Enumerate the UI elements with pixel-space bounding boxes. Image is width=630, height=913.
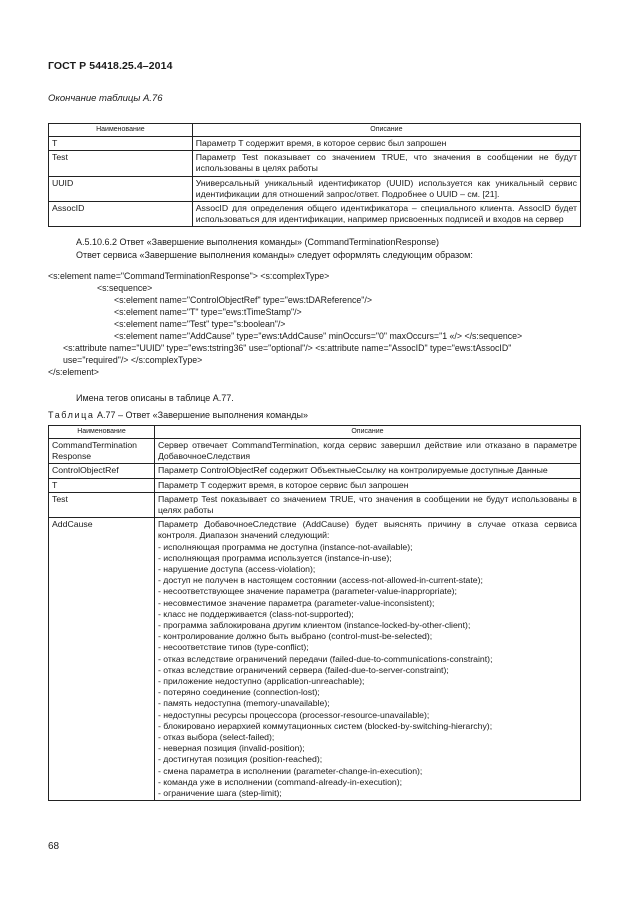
code-line: <s:element name="T" type="ews:tTimeStamp"/> [114,307,302,317]
addcause-value-item: - несоответствующее значение параметра (parameter-value-inappropriate); [157,586,457,597]
addcause-value-item: - исполняющая программа не доступна (instance-not-available); [157,541,413,552]
addcause-value-item: - отказ вследствие ограничений сервера (failed-due-to-server-constraint); [157,664,449,675]
addcause-value-item: - доступ не получен в настоящем состоянии (access-not-allowed-in-current-state); [157,575,483,586]
table-row [49,151,581,176]
row-description: Параметр T содержит время, в которое сервис был запрошен [192,137,580,151]
page-number: 68 [48,841,60,852]
code-line: <s:sequence> [97,283,153,293]
caption-title: А.77 – Ответ «Завершение выполнения команды» [97,410,308,420]
addcause-value-item: - отказ вследствие ограничений передачи (failed-due-to-communications-constraint); [157,653,493,664]
row-name: AddCause [49,518,155,801]
code-line: <s:element name="AddCause" type="ews:tAddCause" minOccurs="0" maxOccurs="1 «/> </s:sequence> [114,331,523,341]
addcause-value-item: - программа заблокирована другим клиентом (instance-locked-by-other-client); [157,620,471,631]
addcause-value-item: - приложение недоступно (application-unreachable); [157,676,365,687]
table-row [49,464,581,478]
row-description: Параметр Test показывает со значением TRUE, что значения в сообщении не будут использованы в целях работы [154,492,580,517]
code-line: </s:element> [48,367,99,377]
row-name: T [49,478,155,492]
table-row [49,518,581,801]
addcause-value-item: - недоступны ресурсы процессора (processor-resource-unavailable); [157,709,430,720]
code-line: <s:element name="CommandTerminationResponse"> <s:complexType> [48,271,330,281]
table-header-row [49,124,581,137]
table-header-row [49,426,581,439]
addcause-value-item: - ограничение шага (step-limit); [157,788,282,799]
addcause-value-list [158,542,577,800]
row-description: Параметр T содержит время, в которое сервис был запрошен [154,478,580,492]
table-a77 [48,425,581,801]
column-header-description: Описание [192,124,580,137]
row-description: Параметр Test показывает со значением TRUE, что значения в сообщении не будут использованы в целях работы [192,151,580,176]
table-a76-end [48,123,581,227]
column-header-description: Описание [154,426,580,439]
column-header-name: Наименование [49,426,155,439]
tags-note: Имена тегов описаны в таблице А.77. [76,393,234,403]
row-name: AssocID [49,202,193,227]
document-header: ГОСТ Р 54418.25.4–2014 [48,60,173,72]
row-description: Сервер отвечает CommandTermination, когда сервис завершил действие или отказано в параметре ДобавочноеСледствия [154,439,580,464]
section-heading: А.5.10.6.2 Ответ «Завершение выполнения команды» (CommandTerminationResponse) [76,237,440,247]
caption-prefix: Таблица [48,410,95,420]
table-row [49,202,581,227]
table-row [49,439,581,464]
row-description [154,518,580,801]
addcause-value-item: - контролирование должно быть выбрано (control-must-be-selected); [157,631,433,642]
addcause-value-item: - неверная позиция (invalid-position); [157,743,305,754]
row-name: ControlObjectRef [49,464,155,478]
addcause-value-item: - смена параметра в исполнении (parameter-change-in-execution); [157,765,423,776]
row-name: Test [49,492,155,517]
row-name: T [49,137,193,151]
row-name-line: CommandTermination [52,440,137,450]
code-line: <s:attribute name="UUID" type="ews:tstring36" use="optional"/> <s:attribute name="AssocID" type="ews:tAssocID" [63,343,512,353]
section-intro: Ответ сервиса «Завершение выполнения команды» следует оформлять следующим образом: [76,250,473,260]
row-name-line: Response [52,451,92,462]
addcause-value-item: - несовместимое значение параметра (parameter-value-inconsistent); [157,597,435,608]
addcause-value-item: - память недоступна (memory-unavailable); [157,698,330,709]
addcause-value-item: - потеряно соединение (connection-lost); [157,687,320,698]
addcause-value-item: - исполняющая программа используется (instance-in-use); [157,552,392,563]
row-description: Универсальный уникальный идентификатор (UUID) используется как уникальный сервис идентификации для отношений запрос/ответ. Подробнее о UUID – см. [21]. [192,176,580,201]
table-continuation-caption: Окончание таблицы А.76 [48,93,163,104]
addcause-value-item: - команда уже в исполнении (command-already-in-execution); [157,776,403,787]
row-name: Test [49,151,193,176]
addcause-intro: Параметр ДобавочноеСледствие (AddCause) будет выяснять причину в случае отказа сервиса контроля. Диапазон значений следующий: [157,519,577,541]
row-name: UUID [49,176,193,201]
row-name [49,439,155,464]
code-line: use="required"/> </s:complexType> [63,355,203,365]
addcause-value-item: - блокировано иерархией коммутационных систем (blocked-by-switching-hierarchy); [157,720,493,731]
table-row [49,176,581,201]
row-description: AssocID для определения общего идентификатора – специального клиента. AssocID будет использоваться для идентификации, например присвоенных подписей и входов на сервер [192,202,580,227]
addcause-value-item: - достигнутая позиция (position-reached); [157,754,323,765]
table-row [49,478,581,492]
column-header-name: Наименование [49,124,193,137]
table-row [49,492,581,517]
row-description: Параметр ControlObjectRef содержит ОбъектныеСсылку на контролируемые доступные Данные [154,464,580,478]
code-line: <s:element name="Test" type="s:boolean"/> [114,319,286,329]
addcause-value-item: - нарушение доступа (access-violation); [157,564,316,575]
addcause-value-item: - отказ выбора (select-failed); [157,732,275,743]
code-line: <s:element name="ControlObjectRef" type="ews:tDAReference"/> [114,295,372,305]
table-row [49,137,581,151]
table-a77-caption [48,410,308,420]
addcause-value-item: - класс не поддерживается (class-not-supported); [157,608,354,619]
addcause-value-item: - несоответствие типов (type-conflict); [157,642,309,653]
